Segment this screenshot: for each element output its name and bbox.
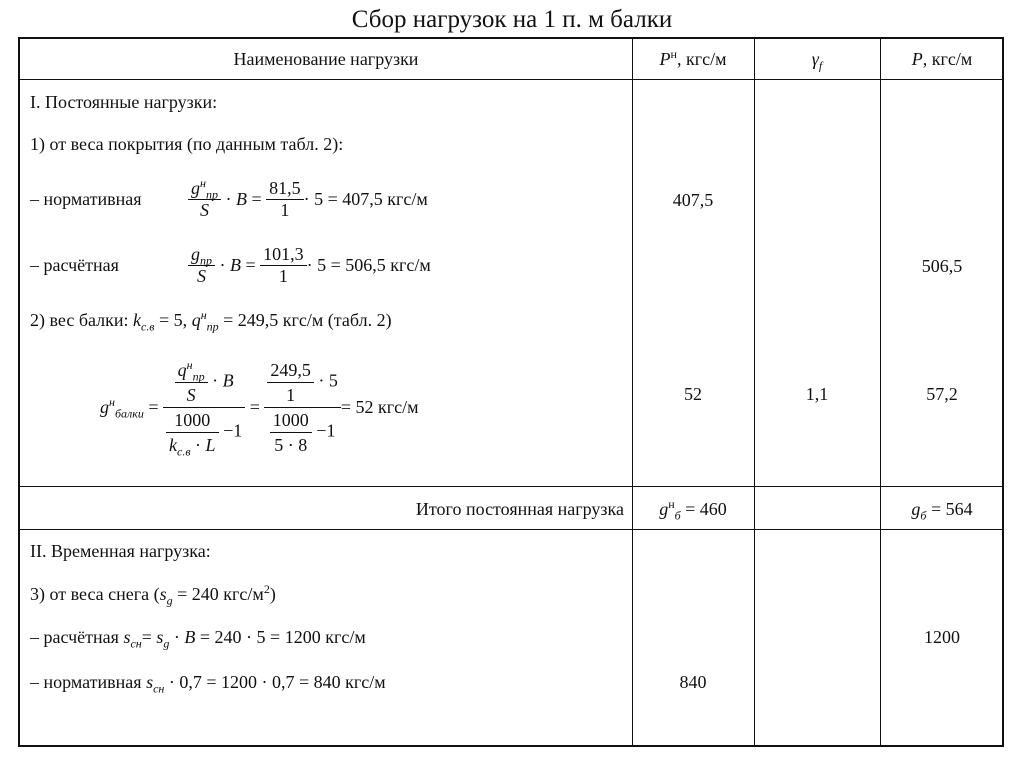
beam-frac-numeric: $\frac{249,5}{1}$ · 5 $\frac{1000}{5 \cdot 8}$ −1 <box>264 358 341 457</box>
beam-result: = 52 кгс/м <box>340 397 419 417</box>
section2-title: II. Временная нагрузка: <box>30 541 211 561</box>
header-divider <box>20 79 1002 80</box>
item2-label: 2) вес балки: $k_{с.в} = 5$, $q^н_{пр} = 249,5$ кгс/м (табл. 2) <box>30 308 392 334</box>
section1-title: I. Постоянные нагрузки: <box>30 92 218 112</box>
norm-formula: – нормативная $\frac{g^н_{пр}}{S}$ · B = $\frac{81,5}{1}$ · 5 = 407,5 кгс/м <box>30 175 428 220</box>
val-11: 1,1 <box>805 384 829 404</box>
val-1200: 1200 <box>924 627 960 647</box>
beam-frac-symbolic: $\frac{q^н_{пр}}{S}$ · B $\frac{1000}{k_{с.в} \cdot L}$ −1 <box>163 358 245 457</box>
total-divider-bottom <box>20 529 1002 530</box>
calc-formula: – расчётная $\frac{g_{пр}}{S}$ · B = $\frac{101,3}{1}$ · 5 = 506,5 кгс/м <box>30 243 431 286</box>
norm-tail: · 5 = 407,5 кгс/м <box>303 188 428 209</box>
norm-frac-g: $\frac{g^н_{пр}}{S}$ <box>188 178 221 221</box>
val-572: 57,2 <box>926 384 958 404</box>
snow-calc-line: – расчётная $s_{сн}= s_g \cdot B = 240 \cdot 5 = 1200$ кгс/м <box>30 627 366 651</box>
header-gamma: $\gamma_f$ <box>811 49 823 73</box>
beam-formula: $g^н_{балки}$ = $\frac{q^н_{пр}}{S}$ · B $\frac{1000}{k_{с.в} \cdot L}$ −1 = $\frac{249,5}{1}$ · 5 $\frac{1000}{5 \cdot 8}$ −1 = 52 кгс/м <box>100 357 419 459</box>
item1-label: 1) от веса покрытия (по данным табл. 2): <box>30 134 344 154</box>
page-title: Сбор нагрузок на 1 п. м балки <box>351 6 673 33</box>
norm-label: – нормативная <box>30 188 142 209</box>
header-name: Наименование нагрузки <box>233 49 419 69</box>
val-407: 407,5 <box>672 190 714 210</box>
total-divider-top <box>20 486 1002 487</box>
val-840: 840 <box>679 672 707 692</box>
calc-label: – расчётная <box>30 254 119 275</box>
total-label: Итого постоянная нагрузка <box>415 499 624 519</box>
norm-frac-val: $\frac{81,5}{1}$ <box>266 178 304 221</box>
load-table <box>18 37 1004 747</box>
calc-frac-g: $\frac{g_{пр}}{S}$ <box>188 244 215 287</box>
val-52: 52 <box>684 384 702 404</box>
calc-tail: · 5 = 506,5 кгс/м <box>306 254 431 275</box>
val-5065: 506,5 <box>921 256 963 276</box>
calc-frac-val: $\frac{101,3}{1}$ <box>260 244 307 287</box>
snow-norm-line: – нормативная $s_{сн} \cdot 0,7 = 1200 \cdot 0,7 = 840$ кгс/м <box>30 672 386 696</box>
item3-label: 3) от веса снега ($s_g = 240$ кгс/$м^2$) <box>30 582 276 608</box>
header-pn: $P^н$, кгс/м <box>659 47 727 69</box>
total-norm: $g^н_б = 460$ <box>659 497 727 523</box>
total-calc: $g_б = 564$ <box>911 499 973 523</box>
header-p: P, кгс/м <box>911 49 973 69</box>
